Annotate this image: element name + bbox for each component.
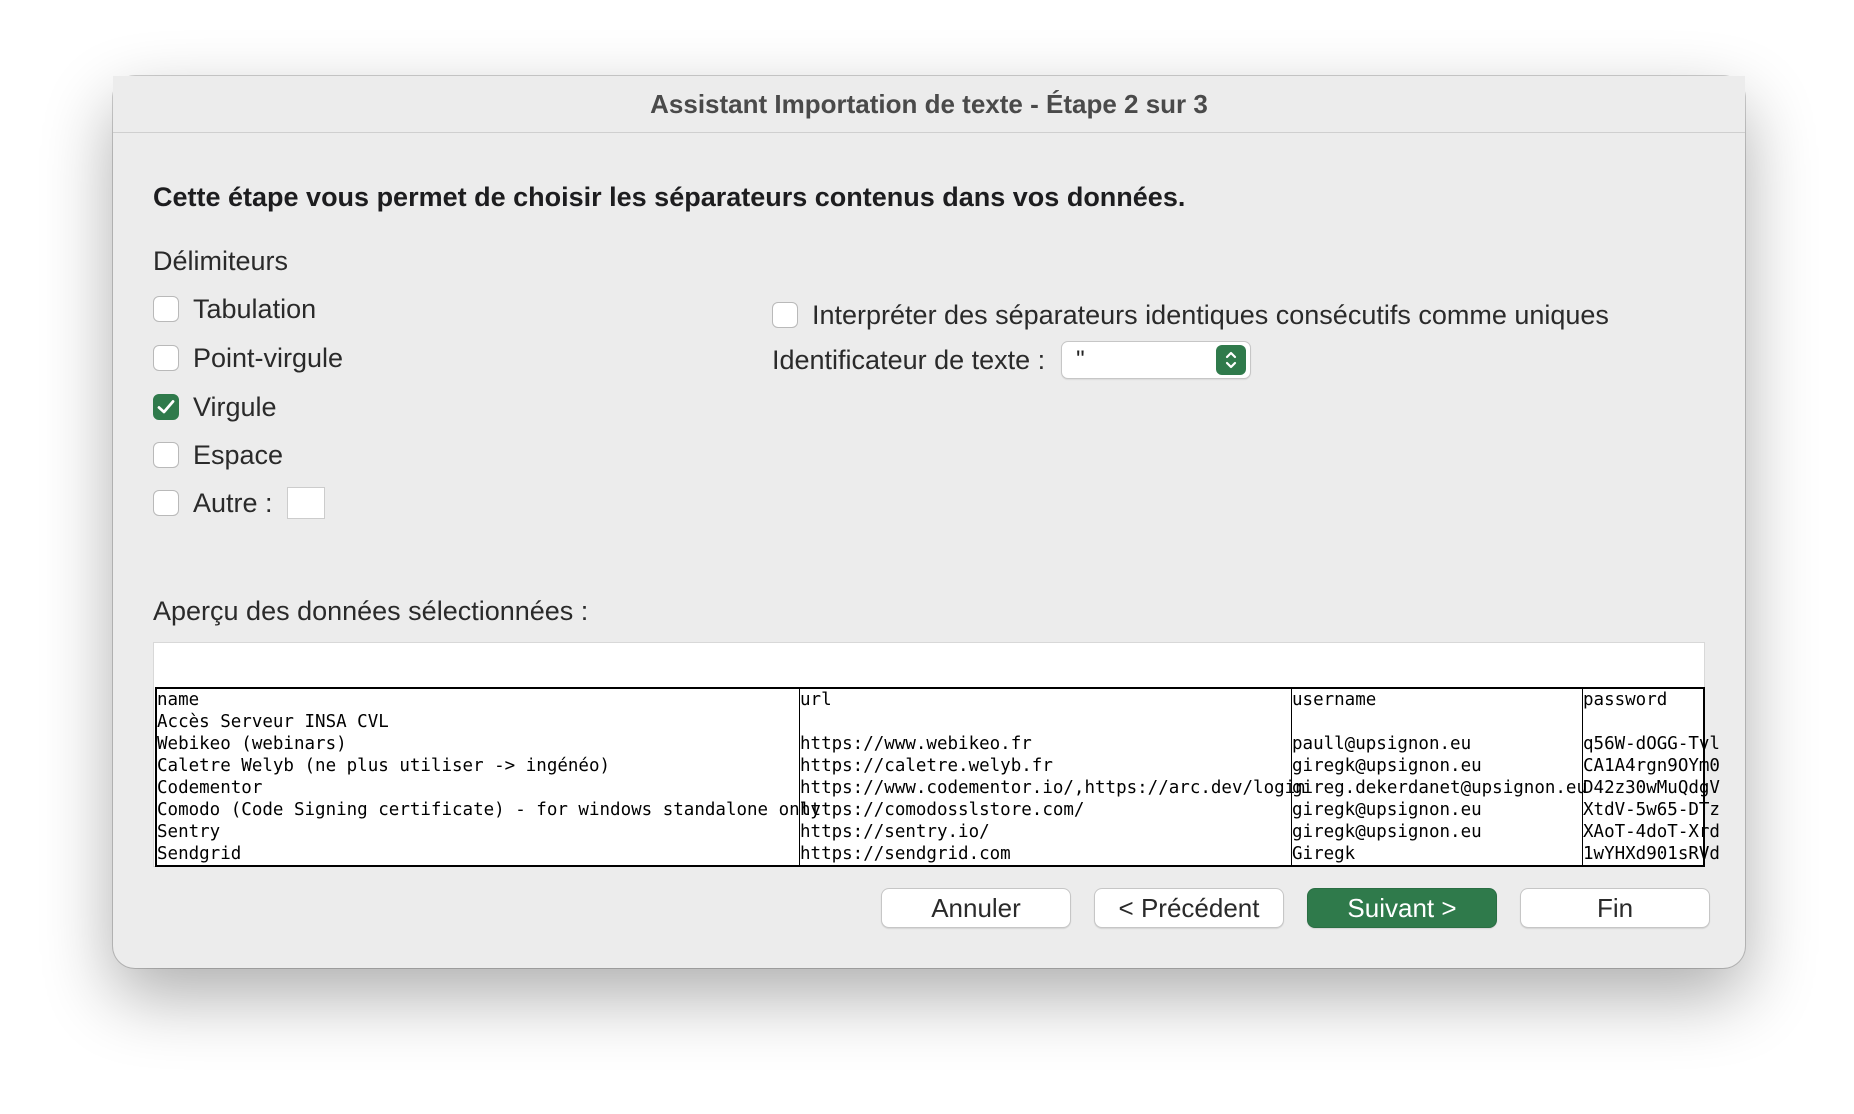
tab-option[interactable] <box>153 291 316 327</box>
finish-button[interactable]: Fin <box>1520 888 1710 928</box>
table-cell: Codementor <box>157 778 263 798</box>
space-label: Espace <box>193 439 284 470</box>
table-cell: Webikeo (webinars) <box>157 734 347 754</box>
preview-column-password[interactable] <box>1583 689 1720 865</box>
data-preview[interactable] <box>153 642 1720 867</box>
consecutive-option[interactable] <box>772 297 1609 333</box>
checkmark-icon <box>157 399 175 415</box>
table-cell <box>1583 711 1703 733</box>
preview-label: Aperçu des données sélectionnées : <box>153 596 589 626</box>
table-cell: q56W-dOGG-Tvl <box>1583 734 1720 754</box>
tab-label: Tabulation <box>193 293 317 324</box>
instruction-text: Cette étape vous permet de choisir les séparateurs contenus dans vos données. <box>153 182 1186 212</box>
import-wizard-dialog <box>113 76 1745 968</box>
table-cell: https://sendgrid.com <box>800 844 1011 864</box>
table-cell: name <box>157 690 200 710</box>
table-cell: Caletre Welyb (ne plus utiliser -> ingénéo) <box>157 756 611 776</box>
semicolon-label: Point-virgule <box>193 342 344 373</box>
table-cell: D42z30wMuQdgV <box>1583 778 1720 798</box>
table-cell: 1wYHXd901sRVd <box>1583 844 1720 864</box>
table-cell: https://caletre.welyb.fr <box>800 756 1053 776</box>
table-cell: Accès Serveur INSA CVL <box>157 712 389 732</box>
table-cell: password <box>1583 690 1668 710</box>
table-cell: url <box>800 690 832 710</box>
preview-column-username[interactable] <box>1292 689 1588 865</box>
cancel-button[interactable]: Annuler <box>881 888 1071 928</box>
table-cell: Comodo (Code Signing certificate) - for windows standalone only <box>157 800 821 820</box>
text-qualifier-value: " <box>1076 346 1085 373</box>
table-cell: giregk@upsignon.eu <box>1292 756 1482 776</box>
table-cell: https://sentry.io/ <box>800 822 990 842</box>
table-cell <box>800 711 1291 733</box>
other-checkbox[interactable] <box>153 490 179 516</box>
semicolon-checkbox[interactable] <box>153 345 179 371</box>
consecutive-label: Interpréter des séparateurs identiques consécutifs comme uniques <box>812 299 1609 330</box>
table-cell: https://comodosslstore.com/ <box>800 800 1085 820</box>
table-cell: XtdV-5w65-DTz <box>1583 800 1720 820</box>
semicolon-option[interactable] <box>153 340 343 376</box>
space-option[interactable] <box>153 437 283 473</box>
delimiters-label: Délimiteurs <box>153 246 289 276</box>
other-option[interactable] <box>153 485 325 521</box>
previous-button[interactable]: < Précédent <box>1094 888 1284 928</box>
next-button[interactable]: Suivant > <box>1307 888 1497 928</box>
window-title: Assistant Importation de texte - Étape 2 sur 3 <box>113 76 1745 133</box>
table-cell: Giregk <box>1292 844 1356 864</box>
text-qualifier-row <box>772 341 1251 379</box>
text-qualifier-select[interactable] <box>1061 341 1251 379</box>
table-cell: https://www.webikeo.fr <box>800 734 1032 754</box>
table-cell: gireg.dekerdanet@upsignon.eu <box>1292 778 1588 798</box>
table-cell: paull@upsignon.eu <box>1292 734 1472 754</box>
text-qualifier-label: Identificateur de texte : <box>772 344 1046 375</box>
table-cell: CA1A4rgn9OYm0 <box>1583 756 1720 776</box>
comma-checkbox[interactable] <box>153 394 179 420</box>
comma-label: Virgule <box>193 391 277 422</box>
table-cell: giregk@upsignon.eu <box>1292 822 1482 842</box>
table-cell: Sentry <box>157 822 221 842</box>
preview-table <box>155 687 1720 867</box>
comma-option[interactable] <box>153 389 277 425</box>
other-delimiter-input[interactable] <box>287 487 325 519</box>
table-cell: giregk@upsignon.eu <box>1292 800 1482 820</box>
preview-column-url[interactable] <box>800 689 1306 865</box>
table-cell: username <box>1292 690 1377 710</box>
tab-checkbox[interactable] <box>153 296 179 322</box>
table-cell: https://www.codementor.io/,https://arc.dev/login <box>800 778 1306 798</box>
table-cell: Sendgrid <box>157 844 242 864</box>
space-checkbox[interactable] <box>153 442 179 468</box>
table-cell <box>1292 711 1582 733</box>
consecutive-checkbox[interactable] <box>772 302 798 328</box>
chevron-up-down-icon <box>1216 345 1246 375</box>
other-label: Autre : <box>193 487 273 518</box>
table-cell: XAoT-4doT-Xrd <box>1583 822 1720 842</box>
